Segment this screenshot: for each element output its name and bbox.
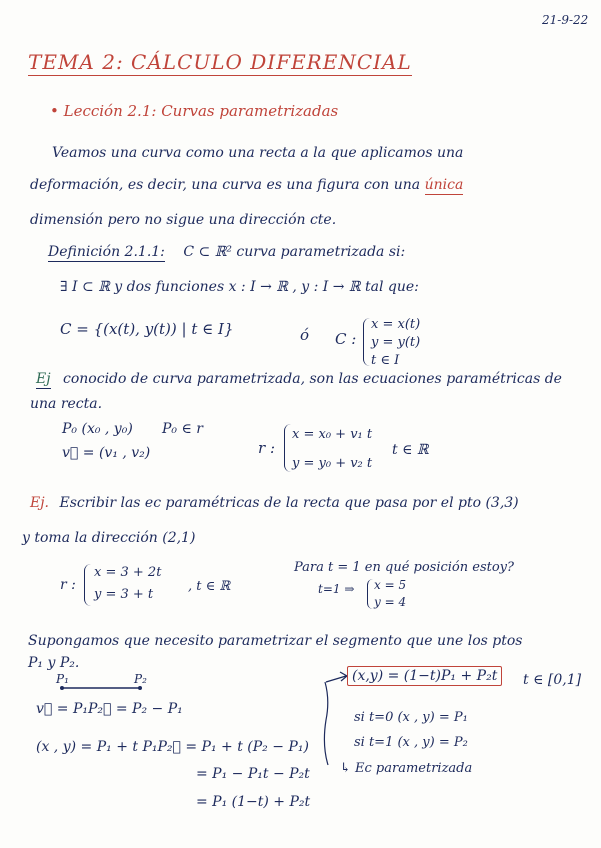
note-t0: si t=0 (x , y) = P₁ <box>354 710 468 725</box>
p2-label: P₂ <box>134 672 147 686</box>
question: Para t = 1 en qué posición estoy? <box>294 560 514 575</box>
intro-line-1: Veamos una curva como una recta a la que aplicamos una <box>52 145 464 161</box>
intro-line-3: dimensión pero no sigue una dirección cte. <box>30 212 337 228</box>
page-title: TEMA 2: CÁLCULO DIFERENCIAL <box>28 50 412 74</box>
date: 21-9-22 <box>542 13 589 27</box>
example1-line-1: Ej conocido de curva parametrizada, son las ecuaciones paramétricas de <box>36 371 562 387</box>
r-system-line-1: x = x₀ + v₁ t <box>292 427 373 442</box>
r-label-1: r : <box>258 439 275 457</box>
r-system-line-2: y = y₀ + v₂ t <box>292 456 373 471</box>
segment-line-2: P₁ y P₂. <box>28 655 80 671</box>
system-line-3: t ∈ I <box>371 353 400 368</box>
t-interval: t ∈ [0,1] <box>523 672 582 688</box>
note-t1: si t=1 (x , y) = P₂ <box>354 735 468 750</box>
t-in-r-1: t ∈ ℝ <box>392 442 429 458</box>
t-in-r-2: , t ∈ ℝ <box>188 579 231 594</box>
example1-line-2: una recta. <box>30 396 103 412</box>
example1-label: Ej <box>36 371 51 387</box>
r2-system-line-1: x = 3 + 2t <box>94 565 162 580</box>
p0-in-r: P₀ ∈ r <box>162 421 203 437</box>
side-note-bracket <box>324 682 328 765</box>
c-label: C : <box>335 330 357 348</box>
r2-system-line-2: y = 3 + t <box>94 587 154 602</box>
vector-def: v⃗ = P₁P₂⃗ = P₂ − P₁ <box>36 701 183 717</box>
direction-vector: v⃗ = (v₁ , v₂) <box>62 445 151 461</box>
definition-line-2: ∃ I ⊂ ℝ y dos funciones x : I → ℝ , y : I → ℝ tal que: <box>60 279 419 295</box>
or-text: ó <box>300 326 310 344</box>
example2-line-1: Ej. Escribir las ec paramétricas de la recta que pasa por el pto (3,3) <box>30 495 519 511</box>
highlight-unica: única <box>424 177 464 193</box>
p0: P₀ (x₀ , y₀) <box>62 421 133 437</box>
example2-line-2: y toma la dirección (2,1) <box>22 530 196 546</box>
p1-label: P₁ <box>56 672 69 686</box>
definition-label: Definición 2.1.1: <box>48 244 165 260</box>
section-heading: • Lección 2.1: Curvas parametrizadas <box>50 102 339 120</box>
definition-line-1: Definición 2.1.1: C ⊂ ℝ² curva parametrizada si: <box>48 244 406 260</box>
set-expression: C = {(x(t), y(t)) | t ∈ I} <box>60 320 234 338</box>
eq-line-2: = P₁ − P₁t − P₂t <box>196 766 310 782</box>
note-param: ↳ Ec parametrizada <box>340 761 473 776</box>
eq-line-1: (x , y) = P₁ + t P₁P₂⃗ = P₁ + t (P₂ − P₁) <box>36 739 309 755</box>
answer-line-2: y = 4 <box>374 595 407 609</box>
system-line-2: y = y(t) <box>371 335 421 350</box>
intro-line-2: deformación, es decir, una curva es una figura con una única <box>30 177 464 193</box>
answer-line-1: x = 5 <box>374 578 407 592</box>
eq-line-3: = P₁ (1−t) + P₂t <box>196 794 311 810</box>
system-line-1: x = x(t) <box>371 317 421 332</box>
boxed-equation: (x,y) = (1−t)P₁ + P₂t <box>347 669 502 683</box>
answer-prefix: t=1 ⇒ <box>318 582 355 596</box>
example2-label: Ej. <box>30 495 50 511</box>
segment-line-1: Supongamos que necesito parametrizar el segmento que une los ptos <box>28 633 523 649</box>
r-label-2: r : <box>60 577 76 593</box>
